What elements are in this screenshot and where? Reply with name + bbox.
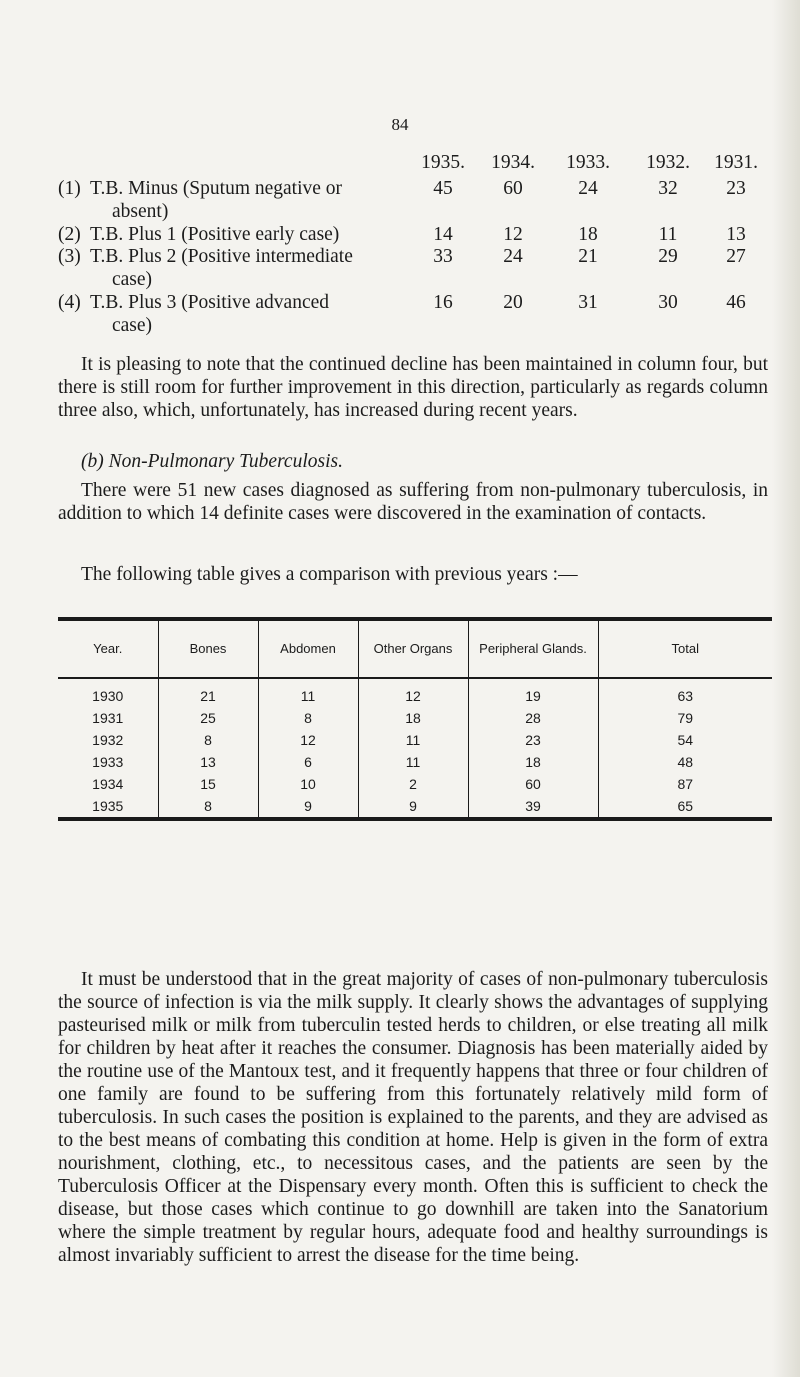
table-row [58,245,768,291]
peripheral-glands-cell: 19 [468,678,598,707]
row-value: 32 [658,178,678,199]
column-header-total: Total [598,619,772,678]
total-cell: 54 [598,729,772,751]
column-header-bones: Bones [158,619,258,678]
peripheral-glands-cell: 60 [468,773,598,795]
column-header-abdomen: Abdomen [258,619,358,678]
row-value: 20 [503,292,523,313]
year-cell: 1933 [92,754,124,770]
year-cell: 1934 [92,776,124,792]
row-value: 27 [726,246,746,267]
paragraph-new-cases: There were 51 new cases diagnosed as suffering from non-pulmonary tuberculosis, in addition to which 14 definite cases were discovered in the examination of contacts. [58,480,768,524]
table-row [58,707,772,729]
total-cell: 65 [598,795,772,819]
peripheral-glands-cell: 39 [468,795,598,819]
total-cell: 87 [598,773,772,795]
row-value: 24 [578,178,598,199]
row-value: 11 [658,224,678,245]
column-header-other-organs: Other Organs [358,619,468,678]
year-cell: 1931 [92,710,124,726]
table-row [58,678,772,707]
row-label [90,291,435,337]
other-organs-cell: 12 [358,678,468,707]
other-organs-cell: 11 [358,751,468,773]
abdomen-cell: 9 [258,795,358,819]
table-row [58,751,772,773]
column-header-year: Year. [58,619,158,678]
year-cell: 1935 [58,795,158,819]
row-label [90,177,435,223]
row-value: 16 [433,292,453,313]
row-value: 31 [578,292,598,313]
total-cell: 63 [598,678,772,707]
column-header-peripheral-glands: Peripheral Glands. [468,619,598,678]
row-value: 33 [433,246,453,267]
peripheral-glands-cell: 23 [468,729,598,751]
row-label [90,245,435,291]
row-number: (3) [58,246,81,267]
paragraph-milk-supply: It must be understood that in the great majority of cases of non-pulmonary tuberculosis the source of infection is via the milk supply. It clearly shows the advantages of supplying pasteurised milk or milk from tuberculin tested herds to children, or else treating all milk for children by heat after it reaches the consumer. Diagnosis has been materially aided by the routine use of the Mantoux test, and it frequently happens that three or four children of one family are found to be suffering from this fortunately relatively mild form of tuberculosis. In such cases the position is explained to the parents, and they are advised as to the best means of combating this condition at home. Help is given in the form of extra nourishment, clothing, etc., to necessitous cases, and the patients are seen by the Tuberculosis Officer at the Dispensary every month. Often this is sufficient to check the disease, but those cases which continue to go downhill are taken into the Sanatorium where the simple treatment by regular hours, adequate food and healthy surroundings is almost invariably sufficient to arrest the disease for the time being. [58,969,768,1266]
year-header: 1935. [421,152,465,173]
table-row [58,773,772,795]
other-organs-cell: 18 [358,707,468,729]
row-value: 60 [503,178,523,199]
year-header: 1931. [714,152,758,173]
sputum-classification-table [58,151,768,337]
row-value: 13 [726,224,746,245]
table-row [58,177,768,223]
row-value: 24 [503,246,523,267]
other-organs-cell: 9 [358,795,468,819]
row-label [90,223,435,246]
year-header: 1932. [646,152,690,173]
year-cell: 1930 [92,688,124,704]
row-label-line1: T.B. Plus 1 (Positive early case) [90,224,340,245]
row-label-line1: T.B. Plus 3 (Positive advanced [90,292,330,313]
bones-cell: 25 [158,707,258,729]
row-value: 21 [578,246,598,267]
bones-cell: 15 [158,773,258,795]
bones-cell: 21 [158,678,258,707]
table-row [58,291,768,337]
row-number: (4) [58,292,81,313]
row-value: 18 [578,224,598,245]
paragraph-table-intro: The following table gives a comparison with previous years :— [81,564,578,585]
row-number: (2) [58,224,81,245]
year-header: 1934. [491,152,535,173]
other-organs-cell: 11 [358,729,468,751]
section-heading: (b) Non-Pulmonary Tuberculosis. [81,451,343,472]
abdomen-cell: 11 [258,678,358,707]
abdomen-cell: 10 [258,773,358,795]
table-header-row [58,619,772,678]
peripheral-glands-cell: 28 [468,707,598,729]
page-edge-shadow [772,0,800,1377]
row-label-line2: case) [112,269,153,290]
row-value: 45 [433,178,453,199]
table-row [58,223,768,245]
abdomen-cell: 12 [258,729,358,751]
row-value: 12 [503,224,523,245]
row-value: 30 [658,292,678,313]
year-cell: 1932 [92,732,124,748]
non-pulmonary-comparison-table [58,617,772,821]
bones-cell: 8 [158,795,258,819]
row-label-line2: absent) [112,201,169,222]
row-value: 46 [726,292,746,313]
row-label-line2: case) [112,315,153,336]
other-organs-cell: 2 [358,773,468,795]
row-number: (1) [58,178,81,199]
row-value: 23 [726,178,746,199]
paragraph-decline: It is pleasing to note that the continued decline has been maintained in column four, but there is still room for further improvement in this direction, particularly as regards column three also, which, unfortunately, has increased during recent years. [58,354,768,421]
year-header-row [58,151,768,177]
peripheral-glands-cell: 18 [468,751,598,773]
year-header: 1933. [566,152,610,173]
abdomen-cell: 8 [258,707,358,729]
abdomen-cell: 6 [258,751,358,773]
bones-cell: 13 [158,751,258,773]
total-cell: 79 [598,707,772,729]
table-row [58,729,772,751]
row-value: 14 [433,224,453,245]
row-label-line1: T.B. Minus (Sputum negative or [90,178,343,199]
bones-cell: 8 [158,729,258,751]
page-number: 84 [391,115,409,134]
table-row [58,795,772,819]
row-value: 29 [658,246,678,267]
total-cell: 48 [598,751,772,773]
row-label-line1: T.B. Plus 2 (Positive intermediate [90,246,353,267]
